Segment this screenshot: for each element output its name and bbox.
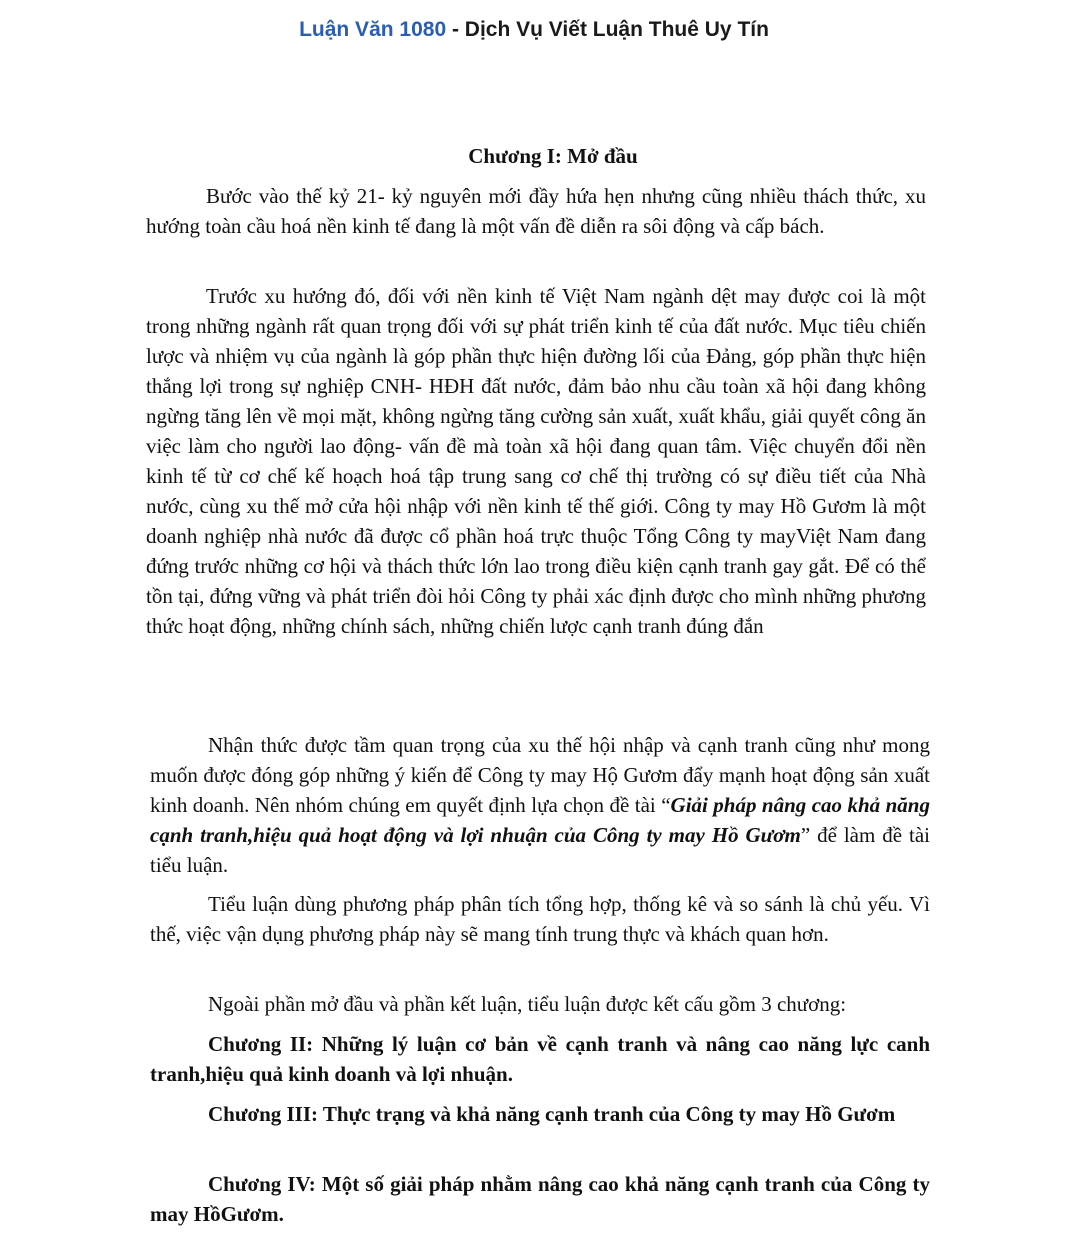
paragraph-context: Trước xu hướng đó, đối với nền kinh tế Việt Nam ngành dệt may được coi là một trong những ngành rất quan trọng đối với sự phát triển kinh tế của đất nước. Mục tiêu chiến lược và nhiệm vụ của ngành là góp phần thực hiện đường lối của Đảng, góp phần thực hiện thắng lợi trong sự nghiệp CNH- HĐH đất nước, đảm bảo nhu cầu toàn xã hội đang không ngừng tăng lên về mọi mặt, không ngừng tăng cường sản xuất, xuất khẩu, giải quyết công ăn việc làm cho người lao động- vấn đề mà toàn xã hội đang quan tâm. Việc chuyển đổi nền kinh tế từ cơ chế kế hoạch hoá tập trung sang cơ chế thị trường có sự điều tiết của Nhà nước, cùng xu thế mở cửa hội nhập với nền kinh tế thế giới. Công ty may Hồ Gươm là một doanh nghiệp nhà nước đã được cổ phần hoá trực thuộc Tổng Công ty mayViệt Nam đang đứng trước những cơ hội và thách thức lớn lao trong điều kiện cạnh tranh gay gắt. Để có thể tồn tại, đứng vững và phát triển đòi hỏi Công ty phải xác định được cho mình những phương thức hoạt động, những chính sách, những chiến lược cạnh tranh đúng đắn	[146, 284, 926, 638]
header-tagline: - Dịch Vụ Viết Luận Thuê Uy Tín	[446, 18, 769, 41]
chapter-4-summary: Chương IV: Một số giải pháp nhằm nâng cao khả năng cạnh tranh của Công ty may HồGươm.	[150, 1172, 930, 1226]
paragraph-method: Tiểu luận dùng phương pháp phân tích tổng hợp, thống kê và so sánh là chủ yếu. Vì thế, việc vận dụng phương pháp này sẽ mang tính trung thực và khách quan hơn.	[150, 892, 930, 946]
chapter-title: Chương I: Mở đầu	[468, 144, 638, 168]
paragraph-topic: Nhận thức được tầm quan trọng của xu thế hội nhập và cạnh tranh cũng như mong muốn được đóng góp những ý kiến để Công ty may Hộ Gươm đẩy mạnh hoạt động sản xuất kinh doanh. Nên nhóm chúng em quyết định lựa chọn đề tài “Giải pháp nâng cao khả năng cạnh tranh,hiệu quả hoạt động và lợi nhuận của Công ty may Hồ Gươm” để làm đề tài tiểu luận.	[150, 733, 930, 877]
paragraph-structure: Ngoài phần mở đầu và phần kết luận, tiểu luận được kết cấu gồm 3 chương:	[208, 992, 847, 1016]
topic-title: Giải pháp nâng cao khả năng cạnh tranh,hiệu quả hoạt động và lợi nhuận của Công ty may Hồ Gươm	[150, 793, 930, 847]
brand-name: Luận Văn 1080	[299, 18, 447, 41]
chapter-3-summary: Chương III: Thực trạng và khả năng cạnh tranh của Công ty may Hồ Gươm	[208, 1102, 896, 1126]
site-header	[0, 16, 1068, 44]
paragraph-intro: Bước vào thế kỷ 21- kỷ nguyên mới đầy hứa hẹn nhưng cũng nhiều thách thức, xu hướng toàn cầu hoá nền kinh tế đang là một vấn đề diễn ra sôi động và cấp bách.	[146, 184, 926, 238]
chapter-2-summary: Chương II: Những lý luận cơ bản về cạnh tranh và nâng cao năng lực canh tranh,hiệu quả kinh doanh và lợi nhuận.	[150, 1032, 930, 1086]
